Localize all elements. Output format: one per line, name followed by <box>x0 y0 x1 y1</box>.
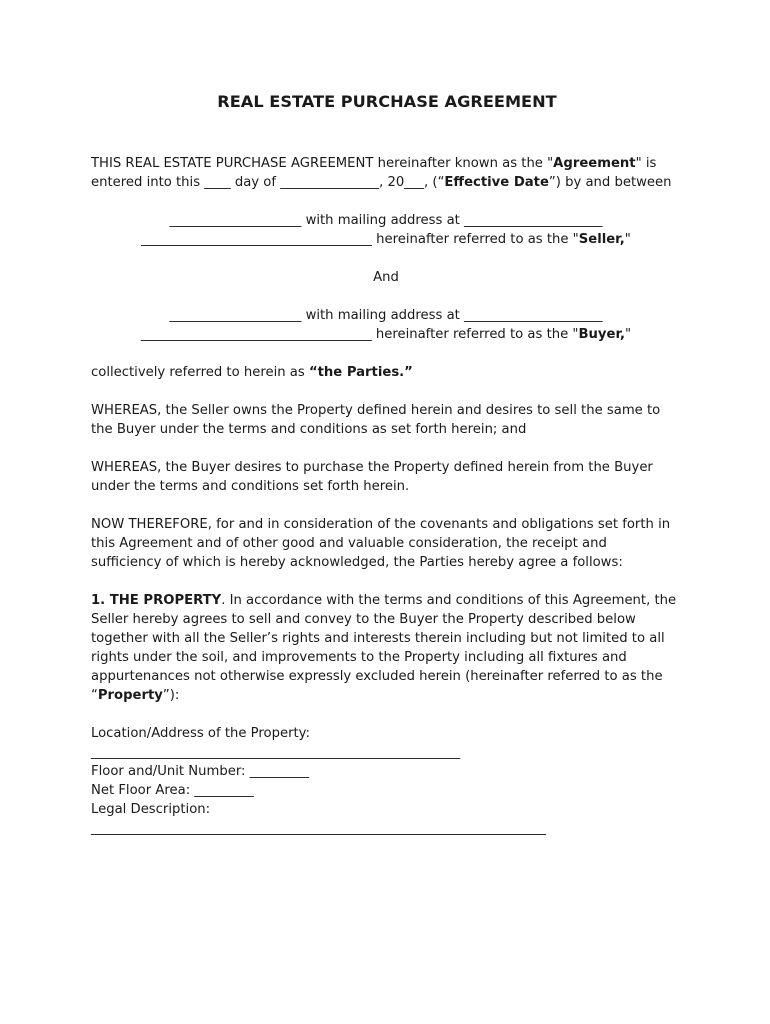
section-1-body: . In accordance with the terms and conditions of this Agreement, the Seller hereby agrees to sell and convey to the Buyer the Property described below together with all the Seller’s rights and interests therein including but not limited to all rights under the soil, and improvements to the Property including all fixtures and appurtenances not otherwise expressly excluded herein (hereinafter referred to as the “ <box>91 593 677 703</box>
intro-text-1: THIS REAL ESTATE PURCHASE AGREEMENT hereinafter known as the " <box>91 156 554 171</box>
and-separator: And <box>373 270 399 285</box>
buyer-referred-line <box>91 325 681 344</box>
section-1-paragraph <box>91 591 681 705</box>
whereas-paragraph-2: WHEREAS, the Buyer desires to purchase the Property defined herein from the Buyer under the terms and conditions set forth herein. <box>91 460 653 494</box>
intro-text-2: " is entered into this ____ day of _______________, 20___, (“ <box>91 156 657 190</box>
agreement-term: Agreement <box>553 156 636 171</box>
seller-block <box>91 211 681 249</box>
net-floor-area-field: Net Floor Area: _________ <box>91 783 254 798</box>
legal-description-blank-line: _____________________________________________________________________ <box>91 821 546 836</box>
floor-unit-field: Floor and/Unit Number: _________ <box>91 764 310 779</box>
collective-paragraph <box>91 363 681 382</box>
document-title: REAL ESTATE PURCHASE AGREEMENT <box>217 92 557 111</box>
section-1-end: ”): <box>162 688 180 703</box>
location-label: Location/Address of the Property: <box>91 726 310 741</box>
buyer-referred-text: ___________________________________ hereinafter referred to as the " <box>140 327 579 342</box>
buyer-block <box>91 306 681 344</box>
property-term: Property <box>97 688 163 703</box>
seller-term: Seller, <box>578 232 625 247</box>
seller-name-address-line: ____________________ with mailing address at _____________________ <box>169 213 603 228</box>
effective-date-term: Effective Date <box>444 175 549 190</box>
buyer-name-address-line: ____________________ with mailing address at _____________________ <box>169 308 603 323</box>
seller-referred-line <box>91 230 681 249</box>
buyer-term: Buyer, <box>578 327 626 342</box>
intro-paragraph <box>91 154 681 192</box>
whereas-paragraph-1: WHEREAS, the Seller owns the Property defined herein and desires to sell the same to the Buyer under the terms and conditions as set forth herein; and <box>91 403 661 437</box>
now-therefore-paragraph: NOW THEREFORE, for and in consideration of the covenants and obligations set forth in this Agreement and of other good and valuable consideration, the receipt and sufficiency of which is hereby acknowledged, the Parties hereby agree a follows: <box>91 517 671 570</box>
collective-text: collectively referred to herein as <box>91 365 309 380</box>
location-blank-line: ________________________________________________________ <box>91 745 461 760</box>
intro-text-3: ”) by and between <box>548 175 672 190</box>
seller-closing-quote: " <box>624 232 631 247</box>
section-1-heading: 1. THE PROPERTY <box>91 593 222 608</box>
document-page <box>91 91 681 838</box>
legal-description-label: Legal Description: <box>91 802 211 817</box>
seller-referred-text: ___________________________________ hereinafter referred to as the " <box>141 232 579 247</box>
property-fields <box>91 724 681 838</box>
buyer-closing-quote: " <box>625 327 632 342</box>
parties-term: “the Parties.” <box>308 365 413 380</box>
